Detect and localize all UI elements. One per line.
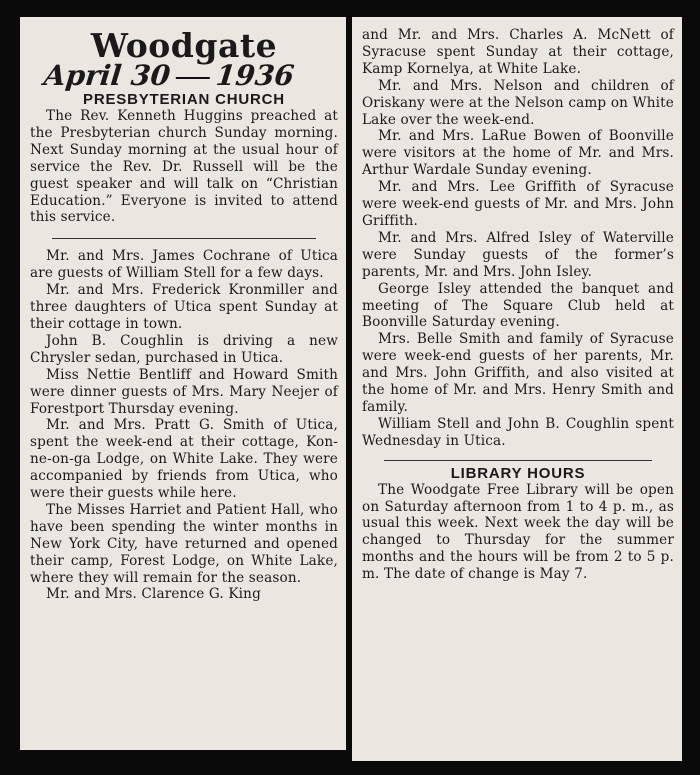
section-divider [52,238,317,239]
handwritten-date-year: 1936 [214,59,296,92]
church-section-heading: PRESBYTERIAN CHURCH [83,91,285,108]
top-spacer [362,17,674,27]
left-clipping [20,17,346,750]
news-item: and Mr. and Mrs. Charles A. McNett of Syracuse spent Sunday at their cottage, Kamp Kornelya, at White Lake. [362,27,674,77]
news-item: Mr. and Mrs. Clarence G. King [46,586,261,603]
news-item: Mr. and Mrs. Lee Griffith of Syracuse were week-end guests of Mr. and Mrs. John Griffith. [362,179,674,229]
right-clipping [352,17,682,761]
section-divider [384,460,652,461]
news-item: Mr. and Mrs. James Cochrane of Utica are guests of William Stell for a few days. [30,248,338,282]
news-item: Mrs. Belle Smith and family of Syracuse were week-end guests of her parents, Mr. and Mrs. John Griffith, and also visited at the home of Mr. and Mrs. Henry Smith and family. [362,331,674,415]
news-item: Mr. and Mrs. LaRue Bowen of Boonville were visitors at the home of Mr. and Mrs. Arthur Wardale Sunday evening. [362,128,674,179]
library-section-heading: LIBRARY HOURS [450,464,586,482]
news-item: Mr. and Mrs. Alfred Isley of Waterville were Sunday guests of the former’s parents, Mr. and Mrs. John Isley. [362,229,674,280]
news-item: Mr. and Mrs. Nelson and children of Oriskany were at the Nelson camp on White Lake over the week-end. [362,77,674,128]
church-paragraph: The Rev. Kenneth Huggins preached at the Presbyterian church Sunday morning. Next Sunday morning at the usual hour of service the Rev. Dr. Russell will be the guest speaker and will talk on “Christian Education.” Everyone is invited to attend this service. [30,108,338,226]
news-item: Miss Nettie Bentliff and Howard Smith were dinner guests of Mrs. Mary Neejer of Forestport Thursday evening. [30,366,338,417]
news-item: George Isley attended the banquet and meeting of The Square Club held at Boonville Saturday evening. [362,280,674,331]
news-item: Mr. and Mrs. Pratt G. Smith of Utica, spent the week-end at their cottage, Kon-ne-on-ga Lodge, on White Lake. They were accompanied by friends from Utica, who were their guests while here. [30,417,338,502]
news-item: Mr. and Mrs. Frederick Kronmiller and three daughters of Utica spent Sunday at their cottage in town. [30,282,338,332]
handwritten-date-month-day: April 30 [42,59,172,92]
handwritten-date [42,61,339,91]
news-item: William Stell and John B. Coughlin spent Wednesday in Utica. [362,415,674,449]
library-paragraph: The Woodgate Free Library will be open on Saturday afternoon from 1 to 4 p. m., as usual this week. Next week the day will be changed to Thursday for the summer months and the hours will be from 2 to 5 p. m. The date of change is May 7. [362,481,674,583]
masthead-title: Woodgate [90,26,278,65]
news-item: John B. Coughlin is driving a new Chrysler sedan, purchased in Utica. [30,332,338,366]
handwritten-underline [176,77,210,79]
news-item: The Misses Harriet and Patient Hall, who have been spending the winter months in New York City, have returned and opened their camp, Forest Lodge, on White Lake, where they will remain for the season. [30,501,338,586]
